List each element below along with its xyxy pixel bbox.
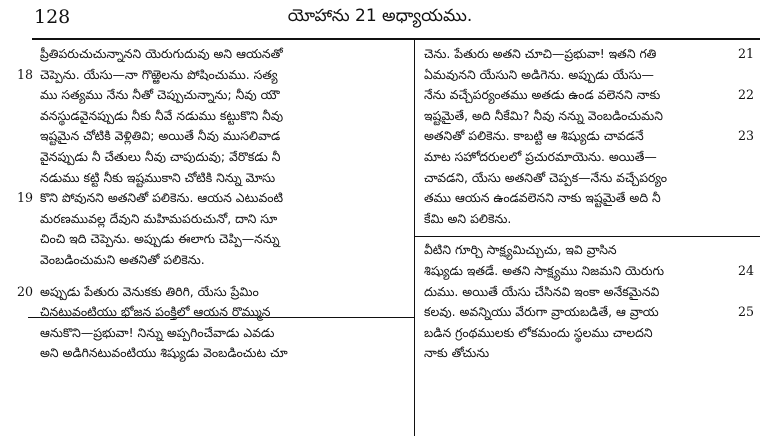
text-line: [424, 343, 754, 364]
column-divider: [414, 40, 415, 436]
text-line: [424, 85, 754, 106]
text-line: [424, 302, 754, 323]
paragraph-break: [40, 271, 410, 282]
line-text: చించి ఇది చెప్పెను. అప్పుడు ఈలాగు చెప్పి—నన్ను: [40, 231, 280, 247]
left-column: [17, 44, 410, 436]
paragraph: [17, 282, 410, 364]
line-text: కలవు. అవన్నియు వేరుగా వ్రాయబడితే, ఆ వ్రాయ: [424, 304, 659, 320]
paragraph: [424, 44, 754, 229]
text-line: [424, 323, 754, 344]
line-text: దుము. అయితే యేసు చేసినవి ఇంకా అనేకమైనవి: [424, 283, 660, 299]
header-rule: [32, 38, 760, 40]
text-line: [40, 209, 410, 230]
line-text: నడుము కట్టి నీకు ఇష్టముకాని చోటికి నిన్ను మోసు: [40, 169, 276, 185]
line-text: అతనితో పలికెను. కాబట్టి ఆ శిష్యుడు చావడనే: [424, 128, 644, 144]
text-line: [40, 250, 410, 271]
line-text: చెప్పెను. యేసు—నా గొఱ్ఱెలను పోషించుము. సత్య: [40, 66, 278, 82]
line-text: కేమి అని పలికెను.: [424, 210, 512, 226]
text-line: [424, 209, 754, 230]
text-line: [40, 302, 410, 323]
line-text: వైనప్పుడు నీ చేతులు నీవు చాపుదువు; వేరొకడు నీ: [40, 148, 281, 164]
line-text: నేను వచ్చేపర్యంతము అతడు ఉండ వలెనని నాకు: [424, 87, 661, 103]
verse-number: 25: [737, 304, 754, 320]
line-text: వీటిని గూర్చి సాక్ష్యమిచ్చుచు, ఇవి వ్రాసిన: [424, 242, 617, 258]
paragraph-break: [424, 229, 754, 240]
text-line: [424, 126, 754, 147]
line-text: అని అడిగినటువంటియు శిష్యుడు వెంబడించుట చూ: [40, 345, 288, 361]
text-line: [424, 240, 754, 261]
paragraph: [17, 44, 410, 271]
verse-number: 22: [737, 87, 754, 103]
verse-number: 20: [17, 283, 34, 299]
line-text: వనస్థుడవైనప్పుడు నీకు నీవే నడుము కట్టుకొని నీవు: [40, 107, 284, 123]
text-line: [40, 85, 410, 106]
text-line: [40, 323, 410, 344]
paragraph: [424, 240, 754, 364]
text-line: [17, 188, 410, 209]
right-column: [424, 44, 754, 436]
line-text: ఇష్టమైతే, అది నీకేమి? నీవు నన్ను వెంబడించుమని: [424, 107, 663, 123]
line-text: చినటువంటియు భోజన పంక్తిలో ఆయన రొమ్మున: [40, 304, 271, 320]
text-line: [40, 168, 410, 189]
text-line: [17, 65, 410, 86]
line-text: ప్రీతిపరుచుచున్నానని యెరుగుదువు అని ఆయనతో: [40, 46, 283, 61]
line-text: అప్పుడు పేతురు వెనుకకు తిరిగి, యేసు ప్రేమిం: [40, 283, 259, 299]
text-line: [40, 229, 410, 250]
line-text: వెంబడించుమని అతనితో పలికెను.: [40, 251, 205, 267]
verse-number: 23: [737, 128, 754, 144]
text-line: [424, 44, 754, 65]
line-text: ఆనుకొని—ప్రభువా! నిన్ను అప్పగించేవాడు ఎవడు: [40, 324, 275, 340]
text-line: [424, 188, 754, 209]
line-text: ఏమవునని యేసుని అడిగెను. అప్పుడు యేసు—: [424, 66, 654, 82]
text-line: [40, 343, 410, 364]
text-line: [424, 282, 754, 303]
page-header: [0, 0, 760, 36]
verse-number: 18: [17, 66, 34, 82]
line-text: ము సత్యము నేను నీతో చెప్పుచున్నాను; నీవు యౌ: [40, 87, 280, 103]
verse-number: 19: [17, 190, 34, 206]
text-line: [424, 106, 754, 127]
text-line: [424, 261, 754, 282]
line-text: చావడని, యేసు అతనితో చెప్పక—నేను వచ్చేపర్యం: [424, 169, 668, 185]
line-text: మరణమువల్ల దేవుని మహిమపరుచునో, దాని సూ: [40, 210, 278, 226]
verse-number: 24: [737, 262, 754, 278]
line-text: శిష్యుడు ఇతడే. అతని సాక్ష్యము నిజమని యెరుగు: [424, 262, 665, 278]
line-text: కొని పోవునని అతనితో పలికెను. ఆయన ఎటువంటి: [40, 190, 284, 206]
line-text: మాట సహోదరులలో ప్రచురమాయెను. అయితే—: [424, 148, 657, 164]
line-text: నాకు తోచును: [424, 345, 490, 361]
text-line: [424, 65, 754, 86]
text-line: [40, 106, 410, 127]
verse-number: 21: [737, 46, 754, 61]
running-head: యోహాను 21 అధ్యాయము.: [287, 6, 473, 26]
text-line: [424, 168, 754, 189]
text-line: [40, 147, 410, 168]
text-line: [424, 147, 754, 168]
text-line: [40, 126, 410, 147]
text-line: [40, 44, 410, 65]
line-text: తము ఆయన ఉండవలెనని నాకు ఇష్టమైతే అది నీ: [424, 190, 661, 206]
line-text: చెను. పేతురు అతని చూచి—ప్రభువా! ఇతని గతి: [424, 46, 657, 61]
line-text: ఇష్టమైన చోటికి వెళ్లితివి; అయితే నీవు ముసలివాడ: [40, 128, 281, 144]
line-text: బడిన గ్రంథములకు లోకమందు స్థలము చాలదని: [424, 324, 653, 340]
text-line: [17, 282, 410, 303]
page-number: 128: [34, 6, 71, 28]
